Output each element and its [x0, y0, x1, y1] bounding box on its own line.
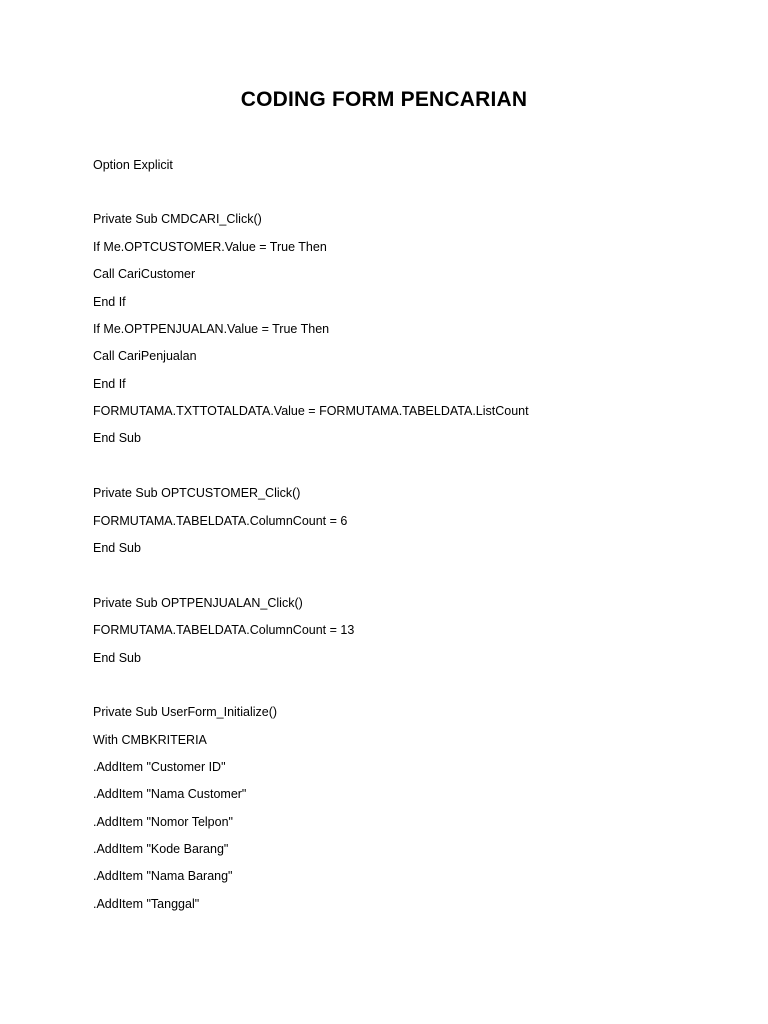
code-line: FORMUTAMA.TABELDATA.ColumnCount = 13: [93, 623, 355, 637]
code-line: Private Sub UserForm_Initialize(): [93, 705, 278, 719]
code-line: End If: [93, 295, 126, 309]
code-line: End Sub: [93, 541, 141, 555]
code-line: FORMUTAMA.TXTTOTALDATA.Value = FORMUTAMA.TABELDATA.ListCount: [93, 404, 529, 418]
code-line: .AddItem "Tanggal": [93, 897, 200, 911]
code-line: End If: [93, 377, 126, 391]
code-line: Private Sub OPTPENJUALAN_Click(): [93, 596, 303, 610]
code-line: End Sub: [93, 651, 141, 665]
code-line: Private Sub CMDCARI_Click(): [93, 212, 262, 226]
code-line: .AddItem "Kode Barang": [93, 842, 229, 856]
code-line: .AddItem "Customer ID": [93, 760, 226, 774]
code-line: If Me.OPTCUSTOMER.Value = True Then: [93, 240, 327, 254]
code-line: Call CariCustomer: [93, 267, 196, 281]
code-line: End Sub: [93, 431, 141, 445]
code-line: With CMBKRITERIA: [93, 733, 207, 747]
code-line: If Me.OPTPENJUALAN.Value = True Then: [93, 322, 330, 336]
code-line: Option Explicit: [93, 158, 173, 172]
code-line: .AddItem "Nama Customer": [93, 787, 247, 801]
document-title: CODING FORM PENCARIAN: [240, 88, 528, 111]
code-line: FORMUTAMA.TABELDATA.ColumnCount = 6: [93, 514, 348, 528]
code-line: .AddItem "Nomor Telpon": [93, 815, 233, 829]
code-line: Call CariPenjualan: [93, 349, 197, 363]
code-line: Private Sub OPTCUSTOMER_Click(): [93, 486, 301, 500]
code-line: .AddItem "Nama Barang": [93, 869, 233, 883]
